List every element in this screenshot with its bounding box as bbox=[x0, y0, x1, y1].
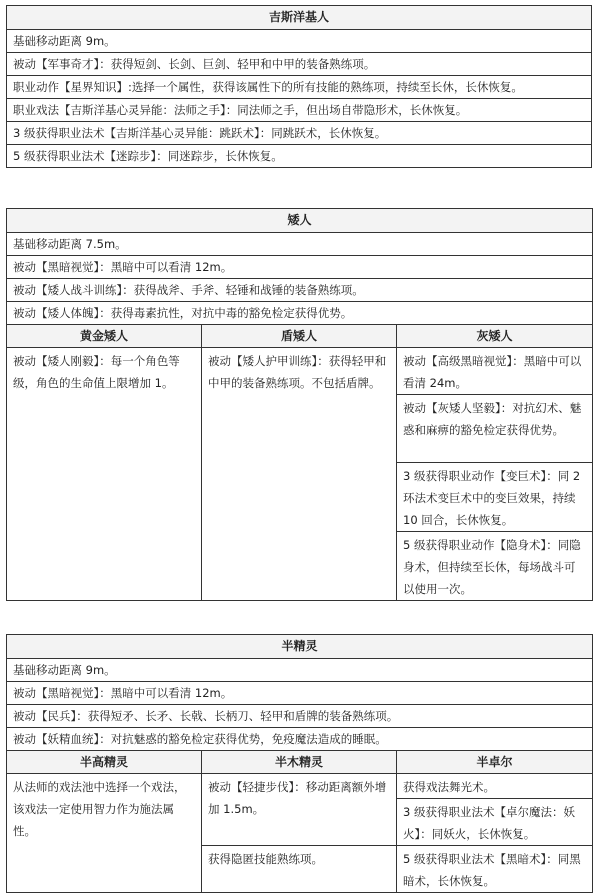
race-table-half-elf bbox=[6, 634, 593, 893]
subrace-title: 盾矮人 bbox=[202, 325, 397, 348]
trait-row: 被动【矮人体魄】：获得毒素抗性，对抗中毒的豁免检定获得优势。 bbox=[7, 302, 593, 325]
subrace-trait: 3 级获得职业动作【变巨术】：同 2 环法术变巨术中的变巨效果，持续 10 回合，长休恢复。 bbox=[397, 463, 593, 532]
subrace-title: 灰矮人 bbox=[397, 325, 593, 348]
trait-row: 3 级获得职业法术【吉斯洋基心灵异能：跳跃术】：同跳跃术，长休恢复。 bbox=[7, 122, 592, 145]
trait-row: 被动【矮人战斗训练】：获得战斧、手斧、轻锤和战锤的装备熟练项。 bbox=[7, 279, 593, 302]
race-table-dwarf bbox=[6, 208, 593, 601]
trait-row: 被动【黑暗视觉】：黑暗中可以看清 12m。 bbox=[7, 256, 593, 279]
race-title: 半精灵 bbox=[7, 635, 593, 659]
subrace-title: 黄金矮人 bbox=[7, 325, 202, 348]
race-table-githyanki bbox=[6, 5, 592, 168]
subrace-title: 半木精灵 bbox=[202, 751, 397, 774]
subrace-trait: 获得隐匿技能熟练项。 bbox=[202, 846, 397, 893]
trait-row: 职业动作【星界知识】:选择一个属性，获得该属性下的所有技能的熟练项，持续至长休，长休恢复。 bbox=[7, 76, 592, 99]
subrace-title: 半卓尔 bbox=[397, 751, 593, 774]
trait-row: 职业戏法【吉斯洋基心灵异能：法师之手】：同法师之手，但出场自带隐形术，长休恢复。 bbox=[7, 99, 592, 122]
trait-row: 基础移动距离 9m。 bbox=[7, 659, 593, 682]
subrace-trait: 被动【轻捷步伐】：移动距离额外增加 1.5m。 bbox=[202, 774, 397, 846]
trait-row: 5 级获得职业法术【迷踪步】：同迷踪步，长休恢复。 bbox=[7, 145, 592, 168]
trait-row: 基础移动距离 7.5m。 bbox=[7, 233, 593, 256]
subrace-trait: 5 级获得职业法术【黑暗术】：同黑暗术，长休恢复。 bbox=[397, 846, 593, 893]
race-title: 吉斯洋基人 bbox=[7, 6, 592, 30]
subrace-title: 半高精灵 bbox=[7, 751, 202, 774]
subrace-trait: 从法师的戏法池中选择一个戏法，该戏法一定使用智力作为施法属性。 bbox=[7, 774, 202, 893]
subrace-trait: 被动【灰矮人坚毅】：对抗幻术、魅惑和麻痹的豁免检定获得优势。 bbox=[397, 395, 593, 463]
trait-row: 基础移动距离 9m。 bbox=[7, 30, 592, 53]
subrace-trait: 3 级获得职业法术【卓尔魔法：妖火】：同妖火，长休恢复。 bbox=[397, 799, 593, 846]
subrace-trait: 获得戏法舞光术。 bbox=[397, 774, 593, 799]
trait-row: 被动【妖精血统】：对抗魅惑的豁免检定获得优势，免疫魔法造成的睡眠。 bbox=[7, 728, 593, 751]
subrace-trait: 被动【矮人刚毅】：每一个角色等级，角色的生命值上限增加 1。 bbox=[7, 348, 202, 601]
trait-row: 被动【民兵】：获得短矛、长矛、长戟、长柄刀、轻甲和盾牌的装备熟练项。 bbox=[7, 705, 593, 728]
subrace-trait: 被动【矮人护甲训练】：获得轻甲和中甲的装备熟练项。不包括盾牌。 bbox=[202, 348, 397, 601]
subrace-trait: 被动【高级黑暗视觉】：黑暗中可以看清 24m。 bbox=[397, 348, 593, 395]
race-title: 矮人 bbox=[7, 209, 593, 233]
subrace-trait: 5 级获得职业动作【隐身术】：同隐身术，但持续至长休，每场战斗可以使用一次。 bbox=[397, 532, 593, 601]
trait-row: 被动【军事奇才】：获得短剑、长剑、巨剑、轻甲和中甲的装备熟练项。 bbox=[7, 53, 592, 76]
trait-row: 被动【黑暗视觉】：黑暗中可以看清 12m。 bbox=[7, 682, 593, 705]
